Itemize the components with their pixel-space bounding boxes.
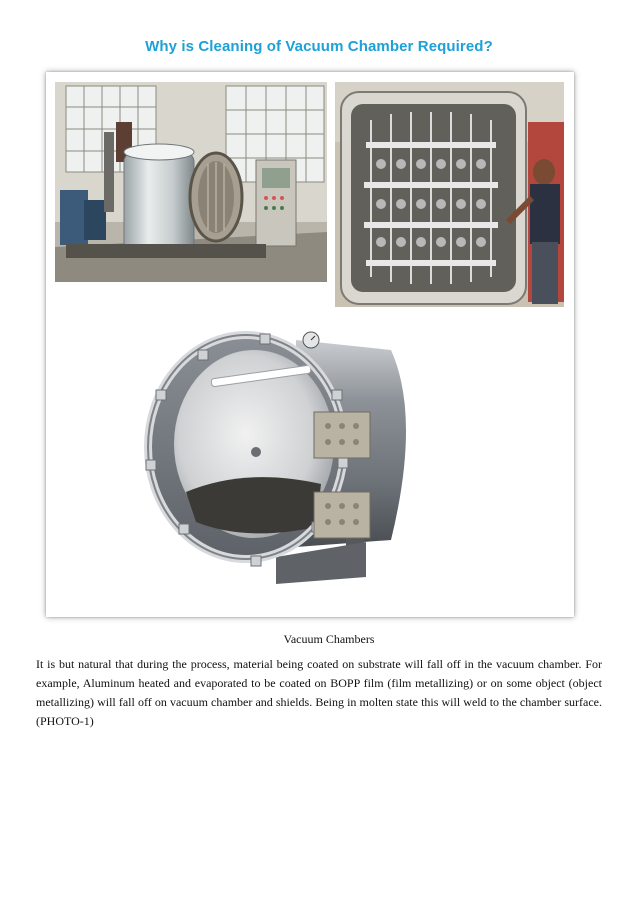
body-paragraph: It is but natural that during the process, material being coated on substrate will fall off in the vacuum chamber. For example, Aluminum heated and evaporated to be coated on BOPP film (film metallizing) or on some object (object metallizing) will fall off on vacuum chamber and shields. Being in molten state this will weld to the chamber surface. (PHOTO-1)	[36, 657, 602, 728]
figure-photo-collage	[46, 72, 574, 617]
industrial-vacuum-plant-photo	[55, 82, 327, 282]
page-title: Why is Cleaning of Vacuum Chamber Required?	[145, 38, 493, 55]
open-coating-chamber-photo	[335, 82, 564, 307]
cylindrical-vacuum-chamber-photo	[146, 332, 406, 584]
figure-caption: Vacuum Chambers	[283, 632, 375, 646]
